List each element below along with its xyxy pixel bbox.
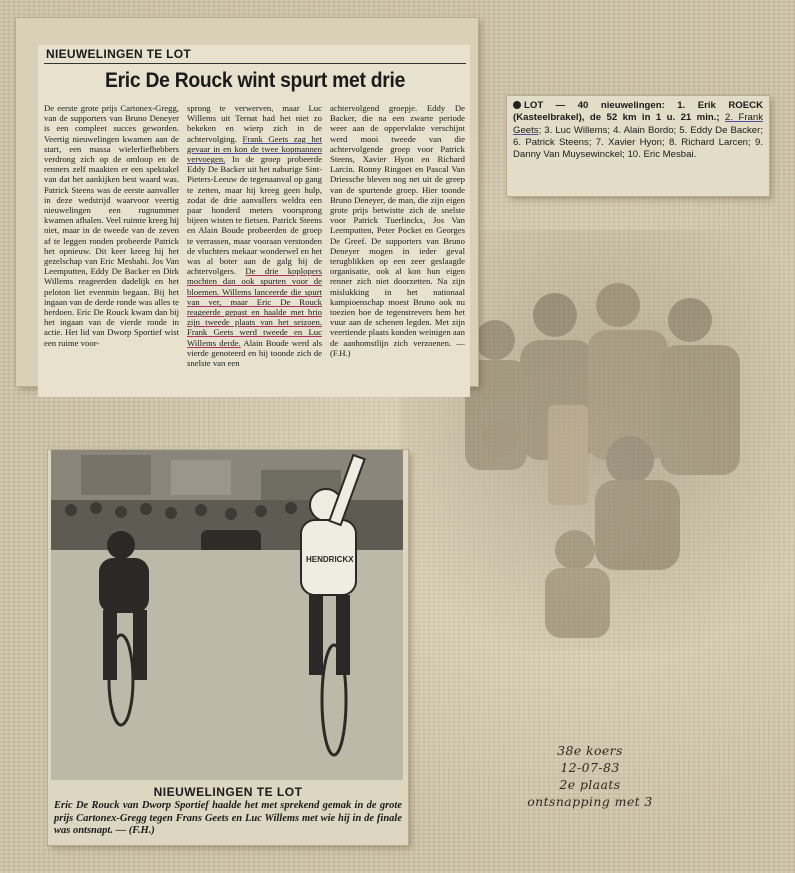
article-column-2 (187, 103, 322, 368)
col2-part-e: Alain Boude werd als vierde genoteerd en hij toonde zich de snelste van een (187, 337, 322, 369)
race-finish-illustration (51, 450, 403, 780)
article-divider (44, 63, 466, 64)
photo-caption-title: NIEUWELINGEN TE LOT (153, 785, 303, 799)
article-column-2-text (187, 103, 322, 368)
article-headline: Eric De Rouck wint spurt met drie (104, 69, 406, 92)
race-finish-photo (51, 450, 403, 780)
results-part-c: ; 3. Luc Willems; 4. Alain Bordo; 5. Eddy De Backer; 6. Patrick Steens; 7. Xavier Hyon; 8. Richard Larcen; 9. Danny Van Muysewinckel; 10. Eric Mesbai. (513, 124, 763, 161)
article-kicker: NIEUWELINGEN TE LOT (46, 47, 192, 61)
results-text (513, 100, 763, 161)
photo-caption: Eric De Rouck van Dworp Sportief haalde het met sprekend gemak in de grote prijs Cartonex-Gregg tegen Frans Geets en Luc Willems met wie hij in de finale was ontsnapt. — (F.H.) (54, 800, 402, 836)
col2-part-a: sprong te verwerven, maar Luc Willems uit Ternat had het niet zo bekeken en wierp zich in de achtervolging. (187, 103, 322, 144)
jersey-text: HENDRICKX (306, 555, 354, 564)
article-column-1-text: De eerste grote prijs Cartonex-Gregg, van de supporters van Bruno Deneyer is een compleet succes geworden. Veertig nieuwelingen kwamen aan de start, een massa wielerliefhebbers verdrong zich op de omloop en de renners zelf maakten er een spektakel van dat het aankijken best waard was. Patrick Steens was de eerste aanvaller in deze wedstrijd waarvoor veertig nieuwelingen een rugnummer kwamen afhalen. Veel ruimte kreeg hij niet, maar in de tweede van de zeven af te leggen ronden probeerde Patrick het opnieuw. Dit keer kreeg hij het gezelschap van Eric Mesbahi. Jos Van Leemputten, Eddy De Backer en Dirk Willems reageerden dadelijk en het peloton liet evenmin begaan. Bij het ingaan van de derde ronde was alles te herdoen. Eric De Rouck kwam dan bij het ingaan van de vierde ronde in actie. Het lid van Dworp Sportief wist een ruime voor- (44, 103, 179, 348)
note-race-number: 38e koers (557, 743, 623, 758)
article-clipping (16, 18, 478, 386)
handwritten-notes (490, 742, 690, 810)
results-part-a: LOT — 40 nieuwelingen: 1. Erik ROECK (Kasteelbrakel), de 52 km in 1 u. 21 min.; (513, 100, 763, 124)
note-placing: 2e plaats (559, 777, 621, 792)
bullet-icon (513, 101, 521, 109)
photo-clipping (48, 450, 408, 845)
article-body (38, 45, 470, 397)
underlined-passage-sprint: De drie koplopers mochten dan ook spurten voor de bloemen. Willems lanceerde die spurt van ver, maar Eric De Rouck reageerde gepast en haalde met brio zijn tweede plaats van het seizoen. Frank Geets werd tweede en Luc Willems derde. (187, 266, 322, 348)
underlined-result-geets: 2. Frank Geets (513, 112, 763, 136)
article-columns (44, 103, 466, 368)
article-column-3 (330, 103, 465, 368)
underlined-passage-geets: Frank Geets zag het gevaar in en kon de twee kopmannen vervoegen. (187, 133, 323, 165)
note-breakaway: ontsnapping met 3 (527, 794, 653, 809)
note-date: 12-07-83 (560, 760, 620, 775)
article-column-1 (44, 103, 179, 368)
article-column-3-text: achtervolgend groepje. Eddy De Backer, die na een zwarte periode weer aan de oppervlakte verschijnt werd mooi tweede van die achtervolgende groep voor Patrick Steens, Xavier Hyon en Richard Larcin. Ronny Ringoet en Pascal Van Driessche bleven nog net uit de greep van de spurtende groep. Hier toonde Bruno Deneyer, de man, die zijn eigen grote prijs betwistte zich de snelste voor Patrick Tuerlinckx, Jos Van Leemputten, Peter Pocket en Georges De Greef. De supporters van Bruno Deneyer mogen in ieder geval terugblikken op een zeer geslaagde organisatie, ook al kon hun eigen renner zich niet doorzetten. Na zijn mislukking in het nationaal kampioenschap moest Bruno ook nu toezien hoe de tegenstrevers hem het vuur aan de schenen legden. Met zijn veertiende plaats konden weinigen aan de aanhomstlijn zich verzoenen. — (F.H.) (330, 103, 465, 358)
results-clipping (507, 96, 769, 196)
col2-part-c: In de groep probeerde Eddy De Backer uit het naburige Sint-Pieters-Leeuw de tegenaanval op gang te zetten, maar hij kreeg geen hulp, zodat de drie aanvallers weldra een paar honderd meters voorsprong bijeen wisten te fietsen. Patrick Steens en Alain Boude probeerden de groep te verrassen, maar vooraan verstonden de vluchters mekaar wonderwel en het was al boter aan de galg bij de achtervolgers. (187, 154, 322, 277)
